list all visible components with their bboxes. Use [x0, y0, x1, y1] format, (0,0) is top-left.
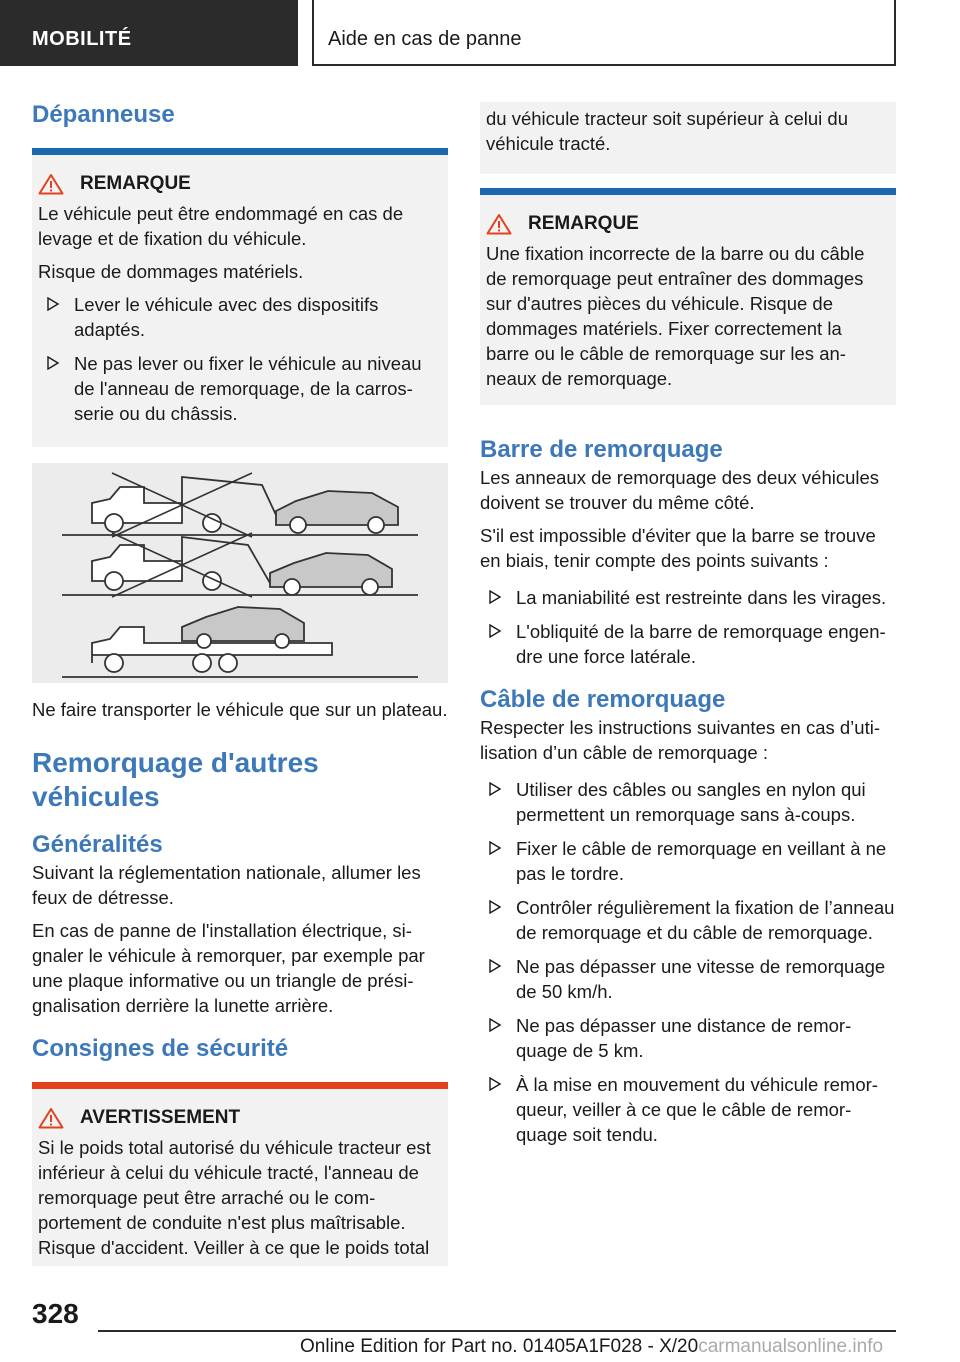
- barre-list: [480, 585, 896, 669]
- heading-remorquage: Remorquage d'autres véhicules: [32, 747, 319, 812]
- cable-list: [480, 777, 896, 1147]
- warning-header: [38, 1107, 440, 1129]
- paragraph: S'il est impossible d'éviter que la barre se trouve en biais, tenir compte des points suivants :: [480, 525, 876, 571]
- right-column: [480, 102, 896, 1156]
- notice-box-remarque: [32, 148, 448, 447]
- list-item: Lever le véhicule avec des dispositifs adaptés.: [38, 292, 440, 342]
- notice-header: [486, 213, 888, 235]
- watermark-text: carmanualsonline.info: [698, 1336, 884, 1357]
- triangle-bullet-icon: [488, 624, 502, 638]
- edition-text: Online Edition for Part no. 01405A1F028 - X/20: [300, 1336, 699, 1357]
- left-column: [32, 100, 448, 1266]
- paragraph: Respecter les instructions suivantes en cas d’utilisation d’un câble de remorquage :: [480, 717, 881, 763]
- notice-title: REMARQUE: [528, 213, 639, 234]
- triangle-bullet-icon: [488, 900, 502, 914]
- warning-triangle-icon: [38, 173, 68, 195]
- list-item: Ne pas dépasser une vitesse de remorquage de 50 km/h.: [480, 954, 896, 1004]
- warning-text-continued: du véhicule tracteur soit supérieur à celui du véhicule tracté.: [486, 108, 848, 154]
- paragraph: En cas de panne de l'installation électrique, signaler le véhicule à remorquer, par exemple par une plaque informative ou un triangle de présignalisation derrière la lunette arrière.: [32, 920, 425, 1016]
- page-header: [0, 0, 960, 66]
- heading-generalites: Généralités: [32, 831, 163, 858]
- notice-text: Une fixation incorrecte de la barre ou du câble de remorquage peut entraîner des dommages sur d'autres pièces du véhicule. Risque de dommages matériels. Fixer correctement la barre ou le câble de remorquage sur les anneaux de remorquage.: [486, 243, 865, 389]
- triangle-bullet-icon: [488, 1018, 502, 1032]
- warning-triangle-icon: [486, 213, 516, 235]
- triangle-bullet-icon: [46, 356, 60, 370]
- triangle-bullet-icon: [46, 297, 60, 311]
- heading-barre: Barre de remorquage: [480, 436, 723, 463]
- list-item: Ne pas dépasser une distance de remorquage de 5 km.: [480, 1013, 896, 1063]
- heading-consignes: Consignes de sécurité: [32, 1035, 289, 1062]
- triangle-bullet-icon: [488, 841, 502, 855]
- heading-cable: Câble de remorquage: [480, 686, 726, 713]
- heading-depanneuse: Dépanneuse: [32, 101, 175, 128]
- warning-box-continued: [480, 102, 896, 174]
- list-item: Utiliser des câbles ou sangles en nylon qui permettent un remorquage sans à-coups.: [480, 777, 896, 827]
- footer-edition: [300, 1336, 883, 1358]
- paragraph: Les anneaux de remorquage des deux véhicules doivent se trouver du même côté.: [480, 467, 880, 513]
- warning-box-avertissement: [32, 1082, 448, 1266]
- warning-text: Si le poids total autorisé du véhicule tracteur est inférieur à celui du véhicule tracté, l'anneau de remorquage peut être arraché ou le comportement de conduite n'est plus maîtrisable. Risque d'accident. Veiller à ce que le poids total: [38, 1137, 431, 1258]
- notice-header: [38, 173, 440, 195]
- notice-text: Le véhicule peut être endommagé en cas de levage et de fixation du véhicule.: [38, 203, 404, 249]
- triangle-bullet-icon: [488, 590, 502, 604]
- list-item: À la mise en mouvement du véhicule remorqueur, veiller à ce que le câble de remorquage soit tendu.: [480, 1072, 896, 1147]
- notice-risk: Risque de dommages matériels.: [38, 261, 304, 282]
- tow-truck-illustration: [32, 463, 448, 683]
- list-item: Contrôler régulièrement la fixation de l’anneau de remorquage et du câble de remorquage.: [480, 895, 896, 945]
- list-item: Ne pas lever ou fixer le véhicule au niveau de l'anneau de remorquage, de la carrosserie ou du châssis.: [38, 351, 440, 426]
- notice-title: REMARQUE: [80, 173, 191, 194]
- chapter-title: Aide en cas de panne: [312, 0, 896, 66]
- triangle-bullet-icon: [488, 1077, 502, 1091]
- warning-title: AVERTISSEMENT: [80, 1107, 241, 1128]
- warning-triangle-icon: [38, 1107, 68, 1129]
- list-item: La maniabilité est restreinte dans les virages.: [480, 585, 896, 610]
- footer-rule: [98, 1330, 896, 1332]
- notice-box-remarque-2: [480, 188, 896, 405]
- list-item: Fixer le câble de remorquage en veillant à ne pas le tordre.: [480, 836, 896, 886]
- transport-note: Ne faire transporter le véhicule que sur un plateau.: [32, 699, 448, 720]
- triangle-bullet-icon: [488, 782, 502, 796]
- notice-list: [38, 292, 440, 426]
- paragraph: Suivant la réglementation nationale, allumer les feux de détresse.: [32, 862, 421, 908]
- triangle-bullet-icon: [488, 959, 502, 973]
- list-item: L'obliquité de la barre de remorquage engendre une force latérale.: [480, 619, 896, 669]
- page-number: 328: [32, 1298, 79, 1329]
- section-tab: MOBILITÉ: [0, 0, 298, 66]
